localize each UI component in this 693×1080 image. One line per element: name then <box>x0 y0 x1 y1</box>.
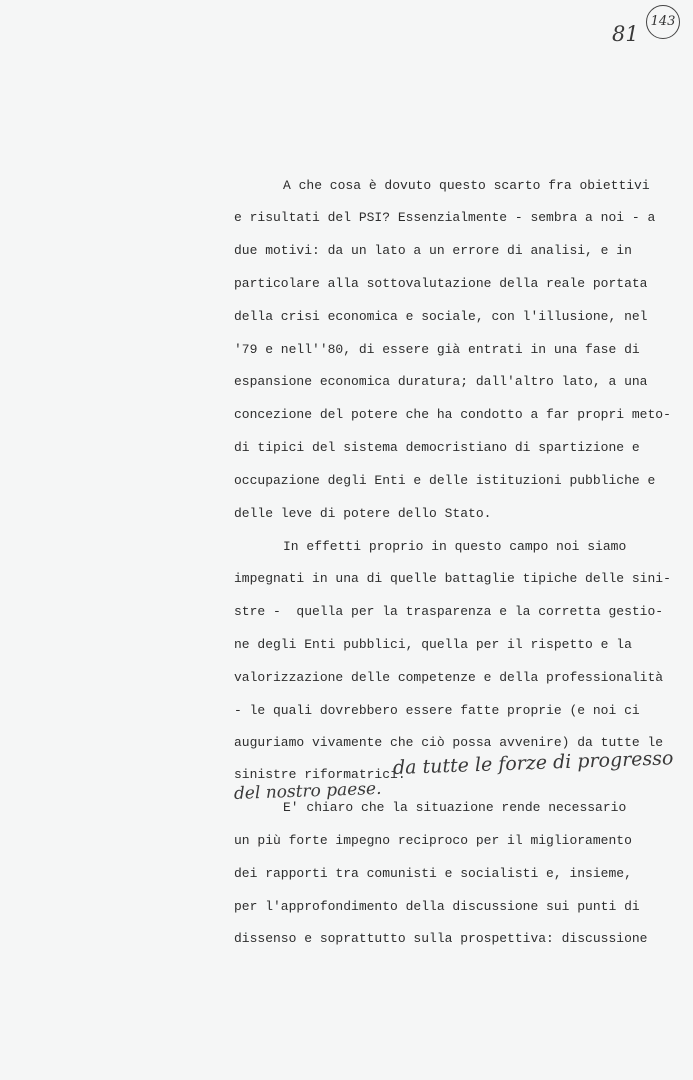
text-line: occupazione degli Enti e delle istituzioni pubbliche e <box>234 473 656 488</box>
text-line: impegnati in una di quelle battaglie tipiche delle sini- <box>234 571 671 586</box>
text-line: concezione del potere che ha condotto a far propri meto- <box>234 407 671 422</box>
text-line: E' chiaro che la situazione rende necessario <box>283 800 627 815</box>
text-line: auguriamo vivamente che ciò possa avvenire) da tutte le <box>234 735 664 750</box>
text-line: della crisi economica e sociale, con l'illusione, nel <box>234 309 648 324</box>
text-line: valorizzazione delle competenze e della professionalità <box>234 670 664 685</box>
circled-page-number: 143 <box>646 5 680 39</box>
handwritten-annotation: del nostro paese. <box>233 778 382 804</box>
text-line: due motivi: da un lato a un errore di analisi, e in <box>234 243 632 258</box>
text-line: sinistre riformatrici. <box>234 767 406 782</box>
text-line: '79 e nell''80, di essere già entrati in una fase di <box>234 342 640 357</box>
text-line: dei rapporti tra comunisti e socialisti e, insieme, <box>234 866 632 881</box>
text-line: ne degli Enti pubblici, quella per il rispetto e la <box>234 637 632 652</box>
text-line: In effetti proprio in questo campo noi siamo <box>283 539 627 554</box>
text-line: stre - quella per la trasparenza e la corretta gestio- <box>234 604 664 619</box>
text-line: particolare alla sottovalutazione della reale portata <box>234 276 648 291</box>
text-line: di tipici del sistema democristiano di spartizione e <box>234 440 640 455</box>
text-line: espansione economica duratura; dall'altro lato, a una <box>234 374 648 389</box>
text-line: A che cosa è dovuto questo scarto fra obiettivi <box>283 178 650 193</box>
text-line: per l'approfondimento della discussione sui punti di <box>234 899 640 914</box>
text-line: dissenso e soprattutto sulla prospettiva: discussione <box>234 931 648 946</box>
text-line: - le quali dovrebbero essere fatte proprie (e noi ci <box>234 703 640 718</box>
text-line: delle leve di potere dello Stato. <box>234 506 492 521</box>
text-line: un più forte impegno reciproco per il miglioramento <box>234 833 632 848</box>
page-number: 81 <box>612 22 639 46</box>
handwritten-annotation: da tutte le forze di progresso <box>392 747 674 779</box>
text-line: e risultati del PSI? Essenzialmente - sembra a noi - a <box>234 210 656 225</box>
